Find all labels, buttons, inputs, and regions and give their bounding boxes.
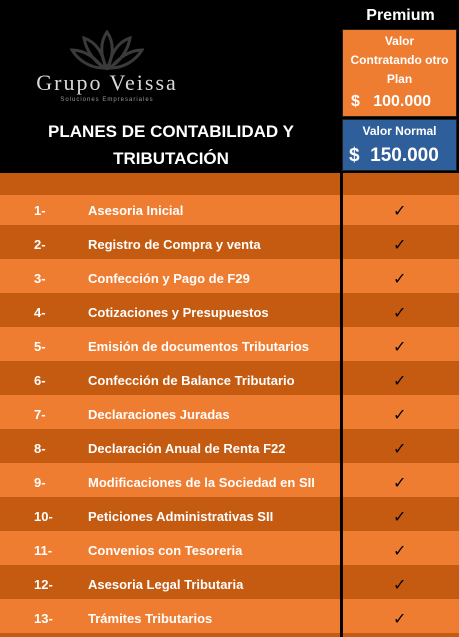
item-description: Asesoria Legal Tributaria — [88, 577, 244, 592]
price-box-contract — [342, 29, 457, 117]
brand-tagline: Soluciones Empresariales — [60, 97, 154, 103]
table-header-row — [0, 173, 459, 195]
item-number: 3- — [34, 271, 46, 286]
normal-price-label: Valor Normal — [362, 124, 437, 138]
table-row — [0, 263, 459, 297]
table-row — [0, 501, 459, 535]
item-number: 4- — [34, 305, 46, 320]
item-description: Asesoria Inicial — [88, 203, 184, 218]
table-row — [0, 229, 459, 263]
item-number: 12- — [34, 577, 53, 592]
item-number: 8- — [34, 441, 46, 456]
table-row — [0, 195, 459, 229]
item-description: Trámites Tributarios — [88, 611, 213, 626]
item-number: 2- — [34, 237, 46, 252]
table-row — [0, 467, 459, 501]
company-logo — [12, 30, 202, 106]
item-number: 5- — [34, 339, 46, 354]
item-number: 11- — [34, 543, 53, 558]
check-icon: ✓ — [393, 441, 407, 458]
page-title — [0, 118, 342, 172]
item-description: Confección y Pago de F29 — [88, 271, 250, 286]
contract-label-line-3: Plan — [386, 72, 413, 86]
lotus-emblem-icon — [70, 30, 144, 70]
check-icon: ✓ — [393, 407, 407, 424]
check-icon: ✓ — [393, 203, 407, 220]
check-icon: ✓ — [393, 237, 407, 254]
plan-column-header: Premium — [366, 7, 435, 24]
services-table — [0, 173, 459, 637]
item-description: Declaraciones Juradas — [88, 407, 230, 422]
check-icon: ✓ — [393, 577, 407, 594]
item-description: Peticiones Administrativas SII — [88, 509, 274, 524]
table-row — [0, 365, 459, 399]
item-number: 7- — [34, 407, 46, 422]
item-number: 13- — [34, 611, 53, 626]
table-row — [0, 297, 459, 331]
check-icon: ✓ — [393, 339, 407, 356]
table-row — [0, 433, 459, 467]
title-line-1: PLANES DE CONTABILIDAD Y — [48, 122, 294, 141]
item-number: 1- — [34, 203, 46, 218]
item-description: Emisión de documentos Tributarios — [88, 339, 310, 354]
check-icon: ✓ — [393, 509, 407, 526]
contract-price-label — [343, 30, 456, 89]
item-description: Convenios con Tesoreria — [88, 543, 243, 558]
item-description: Cotizaciones y Presupuestos — [88, 305, 269, 320]
contract-label-line-2: Contratando otro — [350, 53, 449, 67]
title-line-2: TRIBUTACIÓN — [113, 149, 229, 168]
contract-price-amount: $ 100.000 — [351, 93, 432, 110]
item-description: Modificaciones de la Sociedad en SII — [88, 475, 315, 490]
item-description: Declaración Anual de Renta F22 — [88, 441, 286, 456]
table-row — [0, 331, 459, 365]
table-row — [0, 535, 459, 569]
table-row — [0, 399, 459, 433]
item-description: Registro de Compra y venta — [88, 237, 261, 252]
item-description: Confección de Balance Tributario — [88, 373, 295, 388]
check-icon: ✓ — [393, 305, 407, 322]
check-icon: ✓ — [393, 475, 407, 492]
check-icon: ✓ — [393, 271, 407, 288]
column-divider — [340, 173, 343, 637]
item-number: 10- — [34, 509, 53, 524]
item-number: 6- — [34, 373, 46, 388]
contract-label-line-1: Valor — [384, 34, 415, 48]
normal-price-amount: $ 150.000 — [349, 145, 439, 166]
item-number: 9- — [34, 475, 46, 490]
check-icon: ✓ — [393, 373, 407, 390]
check-icon: ✓ — [393, 543, 407, 560]
table-row — [0, 603, 459, 637]
brand-name: Grupo Veissa — [36, 70, 178, 95]
table-row — [0, 569, 459, 603]
row-separator — [0, 633, 459, 637]
price-box-normal — [342, 119, 457, 171]
check-icon: ✓ — [393, 611, 407, 628]
